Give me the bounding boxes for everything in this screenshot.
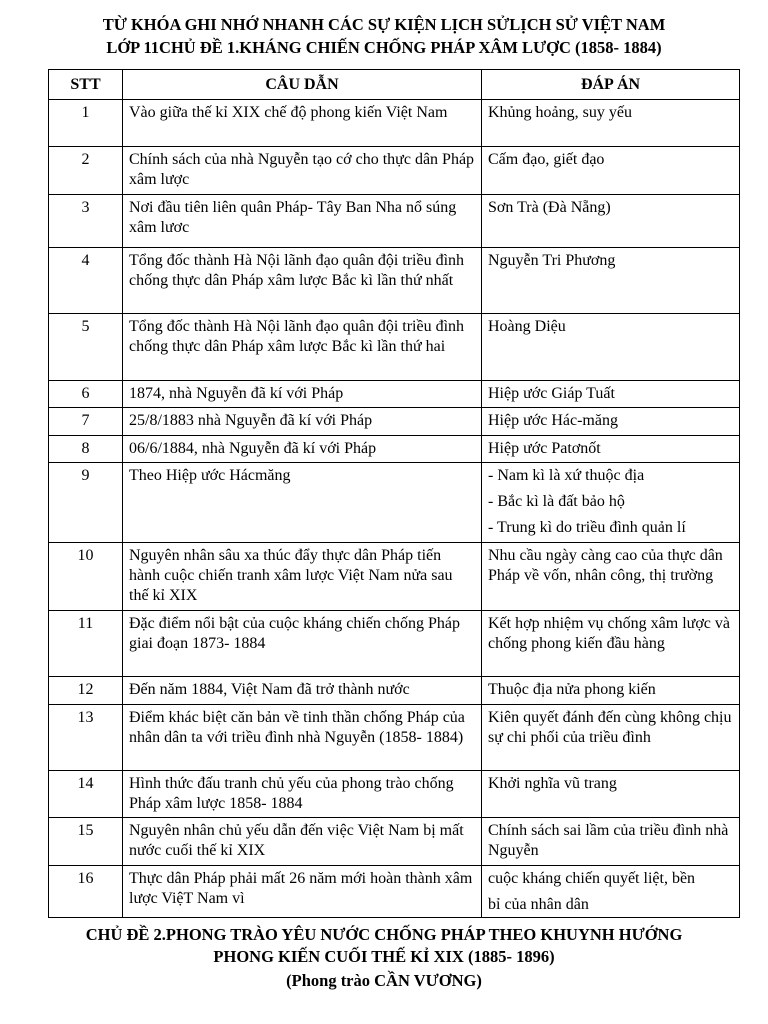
row-cau-dan: 06/6/1884, nhà Nguyễn đã kí với Pháp bbox=[123, 436, 482, 463]
row-dap-an bbox=[482, 866, 740, 918]
answer-line: - Nam kì là xứ thuộc địa bbox=[488, 467, 645, 484]
row-dap-an: Nhu cầu ngày càng cao của thực dân Pháp về vốn, nhân công, thị trường bbox=[482, 543, 740, 611]
answer-line: cuộc kháng chiến quyết liệt, bền bbox=[488, 870, 696, 887]
table-row bbox=[49, 100, 740, 147]
row-stt: 9 bbox=[49, 463, 123, 543]
row-stt: 1 bbox=[49, 100, 123, 147]
table-header-row bbox=[49, 70, 740, 100]
row-cau-dan: Nguyên nhân sâu xa thúc đẩy thực dân Pháp tiến hành cuộc chiến tranh xâm lược Việt Nam nửa sau thế kỉ XIX bbox=[123, 543, 482, 611]
header-stt: STT bbox=[49, 70, 123, 100]
row-dap-an: Khủng hoảng, suy yếu bbox=[482, 100, 740, 147]
table-row bbox=[49, 195, 740, 248]
row-dap-an: Hiệp ước Patơnốt bbox=[482, 436, 740, 463]
row-dap-an: Kết hợp nhiệm vụ chống xâm lược và chống phong kiến đầu hàng bbox=[482, 611, 740, 677]
table-row bbox=[49, 705, 740, 771]
row-stt: 6 bbox=[49, 381, 123, 408]
row-cau-dan: Nơi đầu tiên liên quân Pháp- Tây Ban Nha nổ súng xâm lươc bbox=[123, 195, 482, 248]
table-row bbox=[49, 463, 740, 543]
row-stt: 15 bbox=[49, 818, 123, 866]
table-row bbox=[49, 677, 740, 705]
answer-line: bỉ của nhân dân bbox=[488, 896, 589, 913]
table-row bbox=[49, 818, 740, 866]
answer-line: - Trung kì do triều đình quản lí bbox=[488, 519, 686, 536]
row-stt: 11 bbox=[49, 611, 123, 677]
table-row bbox=[49, 611, 740, 677]
row-stt: 13 bbox=[49, 705, 123, 771]
row-stt: 8 bbox=[49, 436, 123, 463]
header-cau-dan: CÂU DẪN bbox=[123, 70, 482, 100]
row-dap-an: Khởi nghĩa vũ trang bbox=[482, 771, 740, 818]
row-cau-dan: Tổng đốc thành Hà Nội lãnh đạo quân đội triều đình chống thực dân Pháp xâm lược Bắc kì lần thứ hai bbox=[123, 314, 482, 381]
row-cau-dan: 25/8/1883 nhà Nguyễn đã kí với Pháp bbox=[123, 408, 482, 436]
section-2-title-line-1: CHỦ ĐỀ 2.PHONG TRÀO YÊU NƯỚC CHỐNG PHÁP THEO KHUYNH HƯỚNG bbox=[85, 925, 683, 944]
row-cau-dan: Đặc điểm nổi bật của cuộc kháng chiến chống Pháp giai đoạn 1873- 1884 bbox=[123, 611, 482, 677]
row-stt: 16 bbox=[49, 866, 123, 918]
row-dap-an: Kiên quyết đánh đến cùng không chịu sự chi phối của triều đình bbox=[482, 705, 740, 771]
row-cau-dan: Nguyên nhân chủ yếu dẫn đến việc Việt Nam bị mất nước cuối thế kỉ XIX bbox=[123, 818, 482, 866]
row-stt: 5 bbox=[49, 314, 123, 381]
row-cau-dan: Thực dân Pháp phải mất 26 năm mới hoàn thành xâm lược ViệT Nam vì bbox=[123, 866, 482, 918]
row-cau-dan: Chính sách của nhà Nguyễn tạo cớ cho thực dân Pháp xâm lược bbox=[123, 147, 482, 195]
table-row bbox=[49, 381, 740, 408]
table-row bbox=[49, 147, 740, 195]
document-title-line-2: LỚP 11CHỦ ĐỀ 1.KHÁNG CHIẾN CHỐNG PHÁP XÂM LƯỢC (1858- 1884) bbox=[106, 38, 662, 57]
row-stt: 10 bbox=[49, 543, 123, 611]
keyword-table bbox=[48, 69, 740, 918]
row-dap-an bbox=[482, 463, 740, 543]
row-dap-an: Hiệp ước Hác-măng bbox=[482, 408, 740, 436]
table-row bbox=[49, 436, 740, 463]
table-row bbox=[49, 771, 740, 818]
row-stt: 3 bbox=[49, 195, 123, 248]
row-stt: 12 bbox=[49, 677, 123, 705]
row-cau-dan: Đến năm 1884, Việt Nam đã trở thành nước bbox=[123, 677, 482, 705]
table-row bbox=[49, 543, 740, 611]
row-cau-dan: 1874, nhà Nguyễn đã kí với Pháp bbox=[123, 381, 482, 408]
row-cau-dan: Hình thức đấu tranh chủ yếu của phong trào chống Pháp xâm lược 1858- 1884 bbox=[123, 771, 482, 818]
row-dap-an: Hiệp ước Giáp Tuất bbox=[482, 381, 740, 408]
row-stt: 2 bbox=[49, 147, 123, 195]
row-dap-an: Cấm đạo, giết đạo bbox=[482, 147, 740, 195]
row-cau-dan: Tổng đốc thành Hà Nội lãnh đạo quân đội triều đình chống thực dân Pháp xâm lược Bắc kì lần thứ nhất bbox=[123, 248, 482, 314]
table-row bbox=[49, 314, 740, 381]
document-title-line-1: TỪ KHÓA GHI NHỚ NHANH CÁC SỰ KIỆN LỊCH SỬLỊCH SỬ VIỆT NAM bbox=[102, 15, 666, 34]
table-row bbox=[49, 866, 740, 918]
row-dap-an: Thuộc địa nửa phong kiến bbox=[482, 677, 740, 705]
row-stt: 7 bbox=[49, 408, 123, 436]
row-dap-an: Hoàng Diệu bbox=[482, 314, 740, 381]
section-2-title-line-2: PHONG KIẾN CUỐI THẾ KỈ XIX (1885- 1896) bbox=[213, 947, 555, 966]
row-cau-dan: Vào giữa thế kỉ XIX chế độ phong kiến Việt Nam bbox=[123, 100, 482, 147]
table-row bbox=[49, 408, 740, 436]
row-dap-an: Nguyễn Tri Phương bbox=[482, 248, 740, 314]
row-stt: 4 bbox=[49, 248, 123, 314]
row-stt: 14 bbox=[49, 771, 123, 818]
row-cau-dan: Điểm khác biệt căn bản về tinh thần chống Pháp của nhân dân ta với triều đình nhà Nguyễn (1858- 1884) bbox=[123, 705, 482, 771]
table-row bbox=[49, 248, 740, 314]
row-dap-an: Chính sách sai lầm của triều đình nhà Nguyễn bbox=[482, 818, 740, 866]
row-cau-dan: Theo Hiệp ước Hácmăng bbox=[123, 463, 482, 543]
row-dap-an: Sơn Trà (Đà Nẵng) bbox=[482, 195, 740, 248]
header-dap-an: ĐÁP ÁN bbox=[482, 70, 740, 100]
section-2-subtitle: (Phong trào CẦN VƯƠNG) bbox=[286, 971, 482, 990]
answer-line: - Bắc kì là đất bảo hộ bbox=[488, 493, 625, 510]
